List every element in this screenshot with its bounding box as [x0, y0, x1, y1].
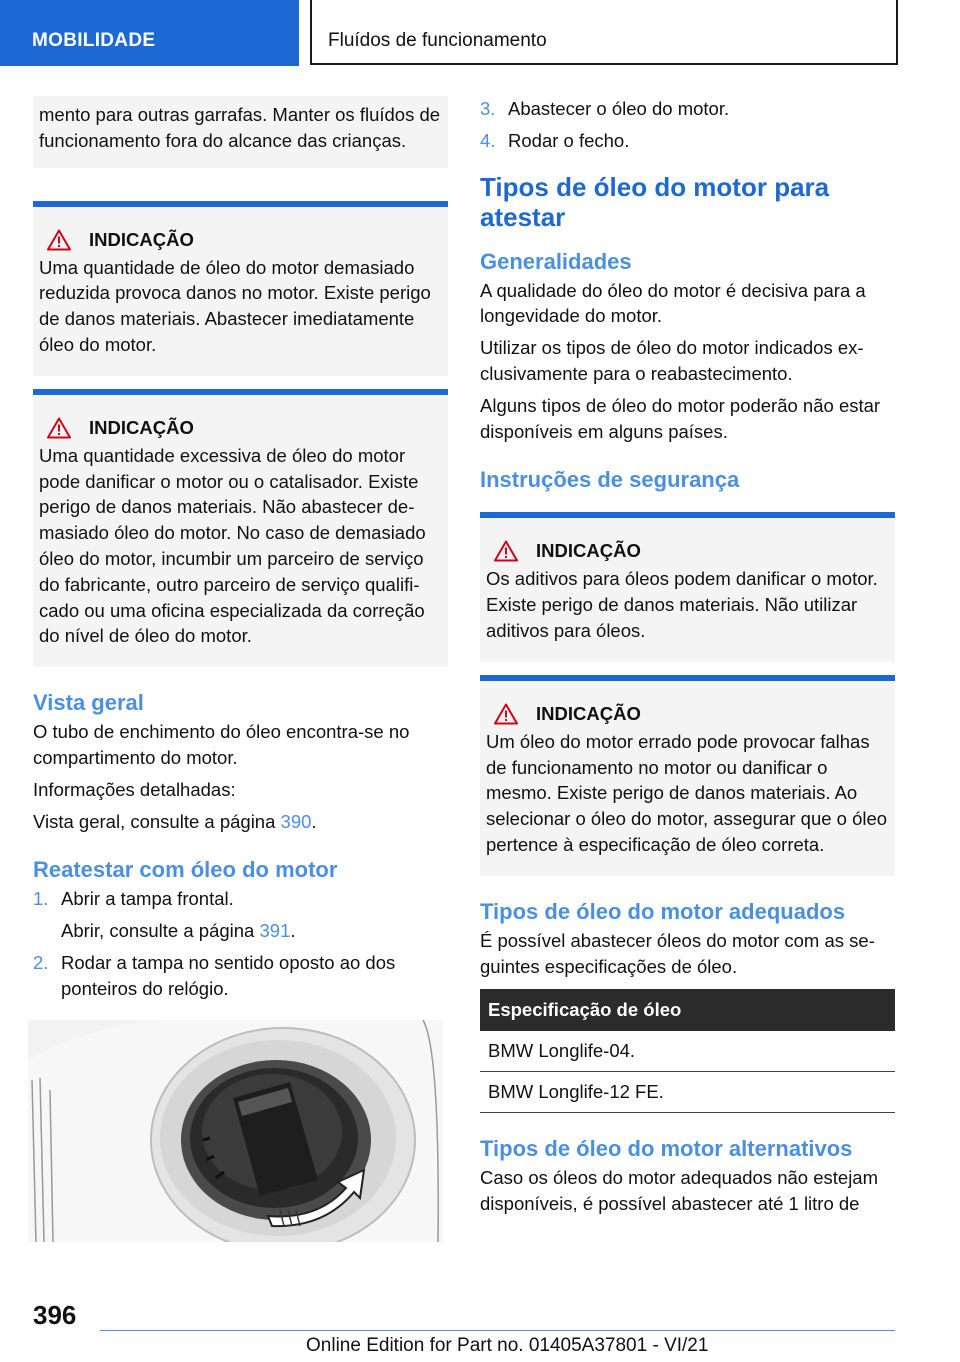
step-text: Abrir a tampa frontal. — [61, 888, 234, 910]
step-number: 3. — [480, 98, 496, 119]
section-heading: Reatestar com óleo do motor — [33, 857, 338, 883]
table-cell: BMW Longlife-12 FE. — [480, 1072, 895, 1113]
page-link[interactable]: 391 — [259, 920, 291, 942]
table-row — [480, 1072, 895, 1113]
notice-label: INDICAÇÃO — [89, 416, 194, 438]
paragraph: Caso os óleos do motor adequados não estejam disponíveis, é possível abastecer até 1 litro de — [480, 1167, 879, 1215]
footer-divider — [100, 1330, 895, 1331]
table-row — [480, 1031, 895, 1072]
list-item — [33, 886, 448, 944]
section-tab — [0, 0, 299, 66]
paragraph: Utilizar os tipos de óleo do motor indicados exclusivamente para o reabastecimento. — [480, 337, 864, 384]
table-header: Especificação de óleo — [480, 989, 895, 1031]
notice-label: INDICAÇÃO — [536, 702, 641, 724]
edition-note: Online Edition for Part no. 01405A37801 - VI/21 — [306, 1335, 709, 1356]
step-text: Rodar o fecho. — [508, 129, 630, 151]
step-number: 2. — [33, 951, 49, 973]
step-text: Rodar a tampa no sentido oposto ao dos ponteiros do relógio. — [61, 951, 396, 999]
step-number: 1. — [33, 888, 49, 910]
notice-box — [33, 201, 448, 376]
notice-box — [33, 389, 448, 667]
list-item — [480, 128, 895, 154]
right-column — [480, 96, 895, 1217]
step-text: Abastecer o óleo do motor. — [508, 98, 730, 119]
paragraph: O tubo de enchimento do óleo encontra-se no compartimento do motor. — [33, 721, 410, 768]
notice-box — [480, 512, 895, 661]
oil-filler-cap-image — [28, 1020, 443, 1242]
steps-list — [480, 96, 895, 154]
warning-icon — [494, 703, 518, 725]
section-heading: Tipos de óleo do motor alternativos — [480, 1136, 853, 1162]
chapter-tab — [310, 0, 898, 65]
notice-text: Os aditivos para óleos podem danificar o motor. Existe perigo de danos materiais. Não utilizar aditivos para óleos. — [486, 568, 878, 641]
paragraph: É possível abastecer óleos do motor com as seguintes especificações de óleo. — [480, 929, 875, 977]
page-link[interactable]: 390 — [280, 810, 312, 832]
section-heading: Vista geral — [33, 690, 144, 716]
paragraph: A qualidade do óleo do motor é decisiva para a longevidade do motor. — [480, 279, 866, 327]
warning-icon — [47, 417, 71, 439]
oil-cap-illustration — [28, 1020, 443, 1242]
notice-text: Uma quantidade excessiva de óleo do motor pode danificar o motor ou o catalisador. Existe perigo de danos materiais. Não abastecer demasiado óleo do motor. No caso de demasiado óleo do motor, incumbir um parceiro de serviço do fabricante, outro parceiro de serviço qualificado ou uma oficina especializada da correção do nível de óleo do motor. — [39, 444, 426, 647]
notice-text: Uma quantidade de óleo do motor demasiado reduzida provoca danos no motor. Existe perigo de danos materiais. Abastecer imediatamente óleo do motor. — [39, 256, 431, 355]
warning-icon — [494, 540, 518, 562]
warning-icon — [47, 229, 71, 251]
table-cell: BMW Longlife-04. — [480, 1031, 895, 1072]
paragraph: Alguns tipos de óleo do motor poderão não estar disponíveis em alguns países. — [480, 394, 881, 442]
paragraph: Informações detalhadas: — [33, 778, 236, 800]
section-heading: Generalidades — [480, 248, 632, 274]
continued-note — [33, 96, 448, 168]
chapter-heading: Tipos de óleo do motor para atestar — [480, 171, 830, 232]
notice-label: INDICAÇÃO — [536, 540, 641, 562]
notice-text: Um óleo do motor errado pode provocar falhas de funcionamento no motor ou danificar o mesmo. Existe perigo de danos materiais. Ao selecionar o óleo do motor, assegurar que o óleo pertence à especificação de óleo correta. — [486, 730, 888, 855]
section-heading: Tipos de óleo do motor adequados — [480, 898, 846, 924]
cross-reference: Abrir, consulte a página 391. — [61, 920, 296, 942]
left-column — [33, 96, 448, 1002]
continued-note-text: mento para outras garrafas. Manter os fluídos de funcionamento fora do alcance das crianças. — [39, 104, 441, 151]
steps-list — [33, 886, 448, 1001]
step-number: 4. — [480, 129, 496, 151]
list-item — [33, 950, 448, 1002]
notice-label: INDICAÇÃO — [89, 228, 194, 250]
cross-reference: Vista geral, consulte a página 390. — [33, 810, 317, 832]
section-heading: Instruções de segurança — [480, 467, 740, 493]
notice-box — [480, 675, 895, 876]
section-label: MOBILIDADE — [32, 30, 156, 51]
page-header — [0, 0, 960, 66]
oil-spec-table — [480, 989, 895, 1113]
page-number: 396 — [33, 1300, 77, 1330]
chapter-title: Fluídos de funcionamento — [328, 30, 547, 51]
list-item — [480, 96, 895, 122]
